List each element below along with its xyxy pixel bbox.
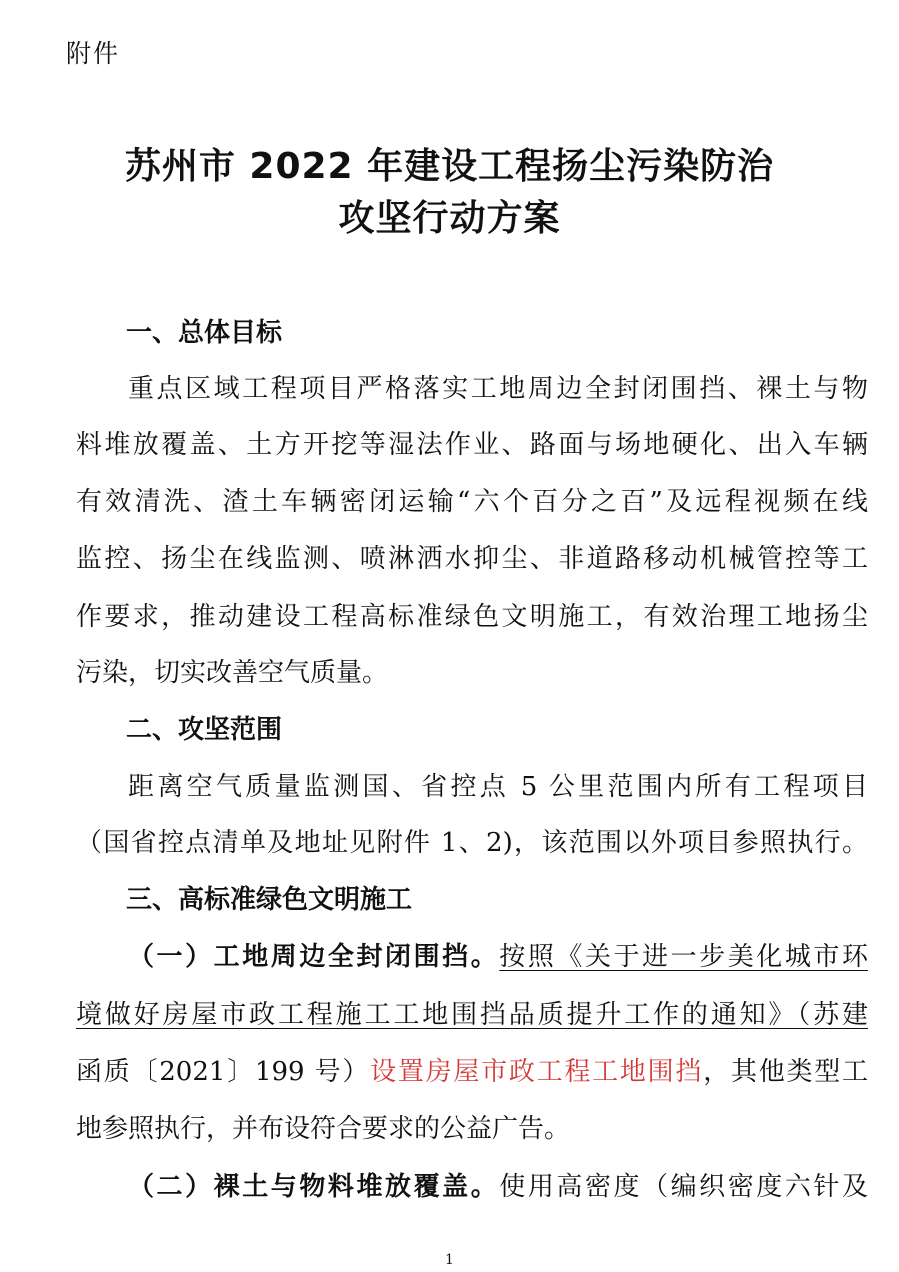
item1-line3-tail: ，其他类型工 xyxy=(703,1057,868,1087)
section1-heading: 一、总体目标 xyxy=(126,318,283,348)
item1-line4: 地参照执行，并布设符合要求的公益广告。 xyxy=(76,1114,571,1144)
section2-line: 距离空气质量监测国、省控点 5 公里范围内所有工程项目 xyxy=(128,772,868,802)
item2-line1 xyxy=(128,1166,868,1203)
item1-underlined-start: 按照《关于进一步美化城市环 xyxy=(499,942,868,972)
section1-line: 作要求，推动建设工程高标准绿色文明施工，有效治理工地扬尘 xyxy=(76,602,868,632)
section1-line: 监控、扬尘在线监测、喷淋洒水抑尘、非道路移动机械管控等工 xyxy=(76,544,868,574)
section1-line: 污染，切实改善空气质量。 xyxy=(76,658,389,688)
item1-line1 xyxy=(128,936,868,973)
section3-heading: 三、高标准绿色文明施工 xyxy=(126,885,413,915)
item1-line3 xyxy=(76,1051,868,1088)
document-title-line1: 苏州市 2022 年建设工程扬尘污染防治 xyxy=(124,146,775,187)
item1-line2 xyxy=(76,994,868,1031)
item1-lead: （一）工地周边全封闭围挡。 xyxy=(128,942,500,972)
item1-line3-plain: 函质〔2021〕199 号） xyxy=(76,1057,371,1087)
item1-underlined-line2: 境做好房屋市政工程施工工地围挡品质提升工作的通知》（苏建 xyxy=(76,1000,868,1030)
item2-rest: 使用高密度（编织密度六针及 xyxy=(499,1172,868,1202)
section1-line: 料堆放覆盖、土方开挖等湿法作业、路面与场地硬化、出入车辆 xyxy=(76,430,868,460)
item2-lead: （二）裸土与物料堆放覆盖。 xyxy=(128,1172,500,1202)
section2-line: （国省控点清单及地址见附件 1、2)，该范围以外项目参照执行。 xyxy=(76,828,868,858)
document-title-line2: 攻坚行动方案 xyxy=(338,198,561,239)
section1-line: 有效清洗、渣土车辆密闭运输“六个百分之百”及远程视频在线 xyxy=(76,487,868,517)
page-number: 1 xyxy=(445,1252,454,1268)
item1-line3-red: 设置房屋市政工程工地围挡 xyxy=(370,1057,704,1087)
section2-heading: 二、攻坚范围 xyxy=(126,715,283,745)
section1-line: 重点区域工程项目严格落实工地周边全封闭围挡、裸土与物 xyxy=(128,374,868,404)
attachment-label: 附件 xyxy=(66,39,121,68)
